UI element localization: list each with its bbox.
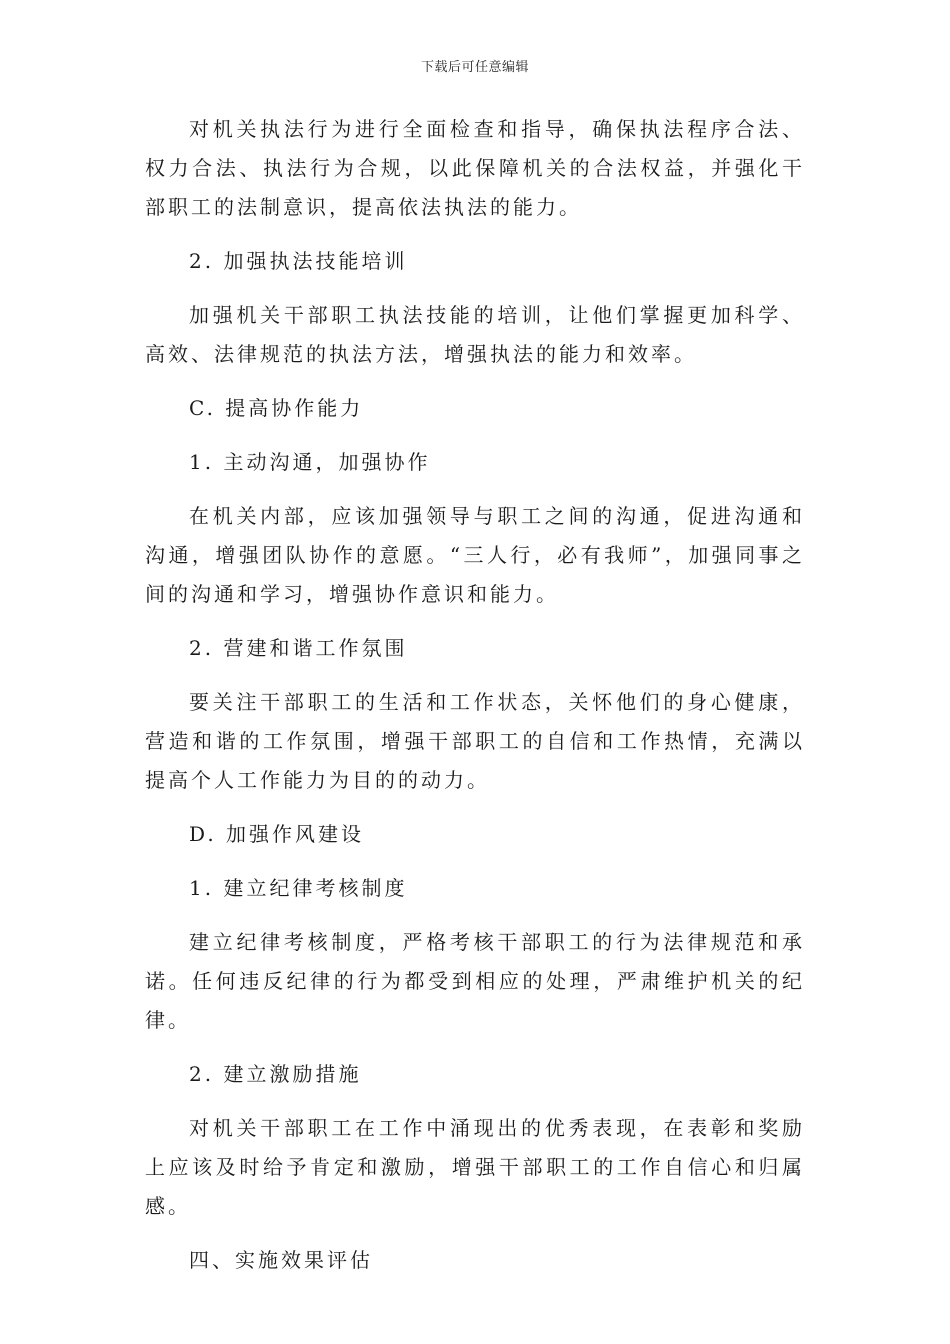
section-heading: 2. 建立激励措施 <box>189 1062 362 1086</box>
body-paragraph: 对机关干部职工在工作中涌现出的优秀表现，在表彰和奖励上应该及时给予肯定和激励，增强干部职工的工作自信心和归属感。 <box>145 1116 805 1218</box>
section-heading: 2. 营建和谐工作氛围 <box>189 636 408 660</box>
section-heading: 四、实施效果评估 <box>189 1248 373 1272</box>
page-header: 下载后可任意编辑 <box>420 60 529 75</box>
section-heading: D. 加强作风建设 <box>189 822 365 846</box>
body-paragraph: 对机关执法行为进行全面检查和指导，确保执法程序合法、权力合法、执法行为合规，以此保障机关的合法权益，并强化干部职工的法制意识，提高依法执法的能力。 <box>145 117 805 219</box>
section-heading: 2. 加强执法技能培训 <box>189 249 408 273</box>
section-heading: 1. 主动沟通，加强协作 <box>189 450 431 474</box>
section-heading: 1. 建立纪律考核制度 <box>189 876 408 900</box>
body-paragraph: 建立纪律考核制度，严格考核干部职工的行为法律规范和承诺。任何违反纪律的行为都受到相应的处理，严肃维护机关的纪律。 <box>145 930 805 1032</box>
section-heading: C. 提高协作能力 <box>189 396 364 420</box>
body-paragraph: 要关注干部职工的生活和工作状态，关怀他们的身心健康，营造和谐的工作氛围，增强干部职工的自信和工作热情，充满以提高个人工作能力为目的的动力。 <box>145 690 805 792</box>
body-paragraph: 加强机关干部职工执法技能的培训，让他们掌握更加科学、高效、法律规范的执法方法，增强执法的能力和效率。 <box>145 303 805 366</box>
document-body <box>145 110 805 1295</box>
body-paragraph: 在机关内部，应该加强领导与职工之间的沟通，促进沟通和沟通，增强团队协作的意愿。“三人行，必有我师”，加强同事之间的沟通和学习，增强协作意识和能力。 <box>145 504 805 606</box>
